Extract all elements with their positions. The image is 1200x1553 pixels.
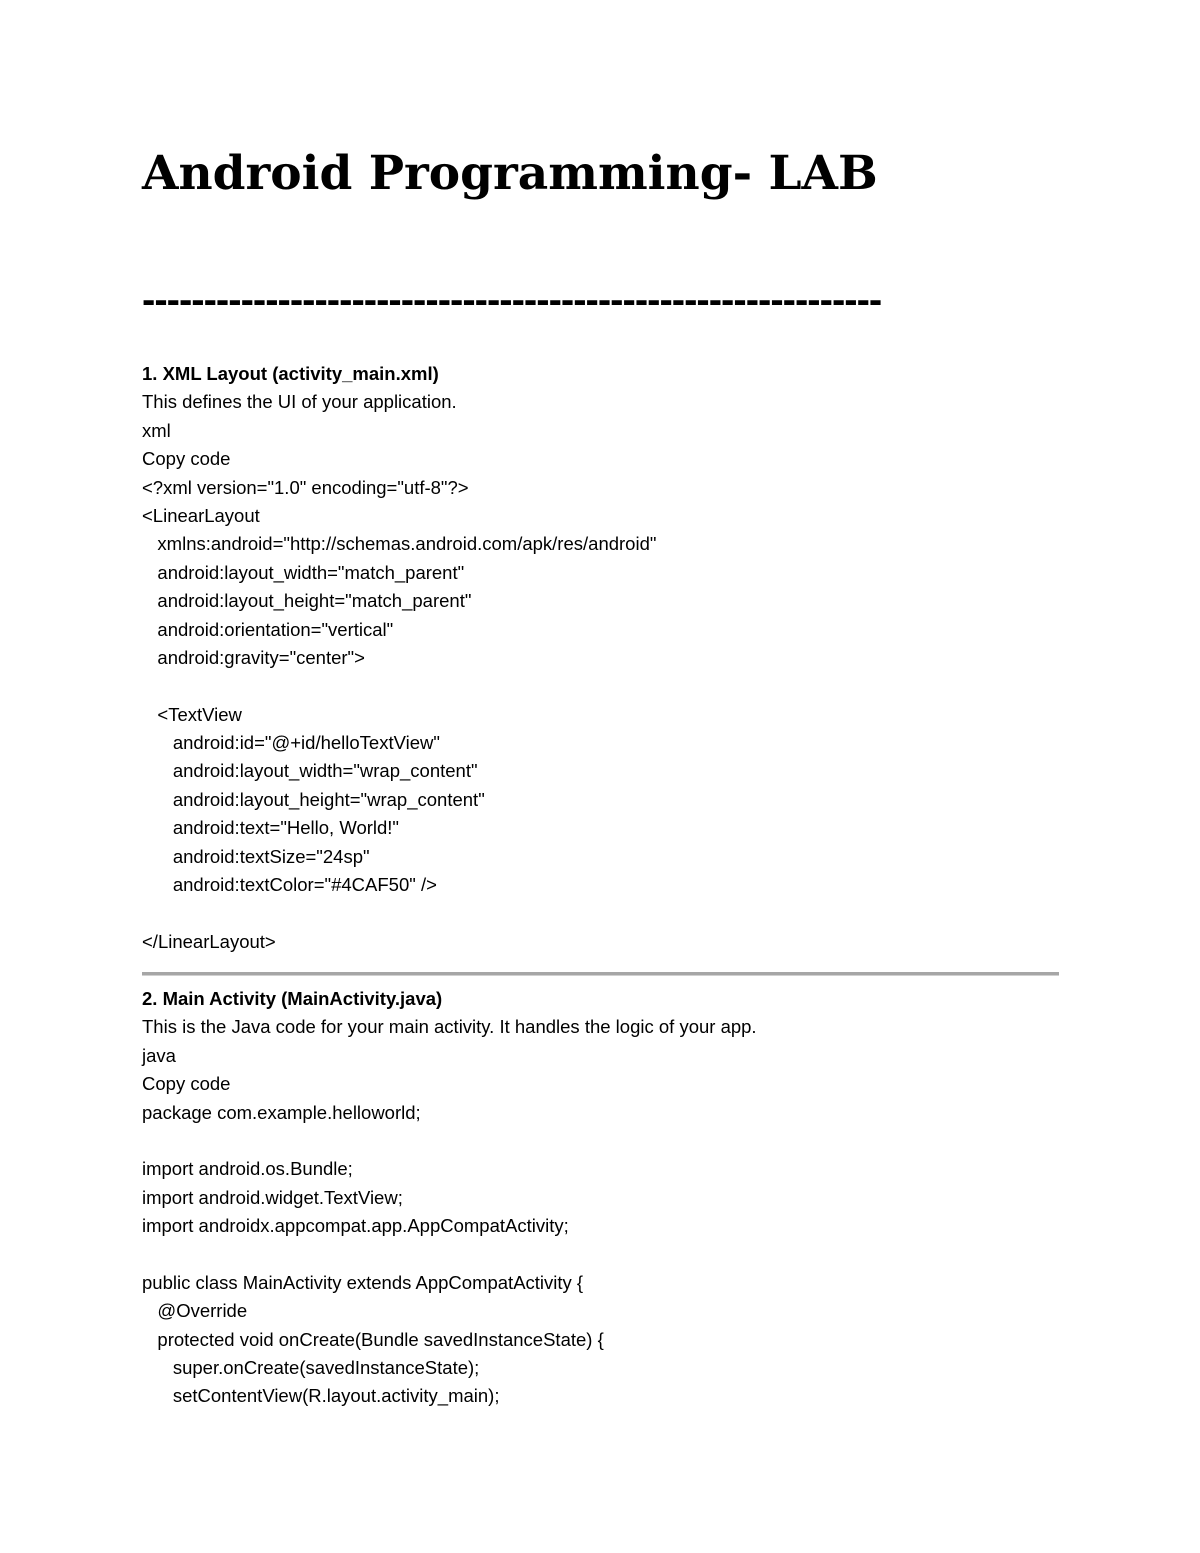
document-title: Android Programming- LAB <box>142 146 878 201</box>
code-line <box>142 899 1072 927</box>
code-language-label: xml <box>142 419 171 441</box>
code-line: </LinearLayout> <box>142 930 276 952</box>
code-block <box>142 1099 1072 1411</box>
code-line: android:layout_height="match_parent" <box>142 590 472 612</box>
section-description: This is the Java code for your main activity. It handles the logic of your app. <box>142 1016 757 1038</box>
dashed-separator: ------------------------------------------------------------ <box>142 278 882 322</box>
section-heading: 2. Main Activity (MainActivity.java) <box>142 988 443 1009</box>
code-line: import android.os.Bundle; <box>142 1158 353 1180</box>
code-line: android:text="Hello, World!" <box>142 817 400 839</box>
code-line: android:textSize="24sp" <box>142 845 370 867</box>
horizontal-rule <box>142 972 1059 976</box>
code-line <box>142 672 1072 700</box>
code-line: <?xml version="1.0" encoding="utf-8"?> <box>142 476 469 498</box>
code-line: protected void onCreate(Bundle savedInstanceState) { <box>142 1328 604 1350</box>
code-line: <TextView <box>142 703 242 725</box>
section-main-activity <box>142 985 1072 1411</box>
code-block <box>142 474 1072 957</box>
code-line: package com.example.helloworld; <box>142 1101 421 1123</box>
code-line: android:layout_height="wrap_content" <box>142 788 485 810</box>
code-line: android:textColor="#4CAF50" /> <box>142 874 437 896</box>
code-line: android:id="@+id/helloTextView" <box>142 732 440 754</box>
copy-code-button[interactable]: Copy code <box>142 1073 231 1095</box>
code-line <box>142 1241 1072 1269</box>
code-line: @Override <box>142 1300 248 1322</box>
code-line: public class MainActivity extends AppCompatActivity { <box>142 1271 584 1293</box>
copy-code-button[interactable]: Copy code <box>142 448 231 470</box>
code-line: xmlns:android="http://schemas.android.com/apk/res/android" <box>142 533 657 555</box>
code-line: <LinearLayout <box>142 504 260 526</box>
code-line: import android.widget.TextView; <box>142 1186 403 1208</box>
code-language-label: java <box>142 1044 176 1066</box>
code-line: super.onCreate(savedInstanceState); <box>142 1357 480 1379</box>
section-xml-layout <box>142 360 1072 956</box>
section-description: This defines the UI of your application. <box>142 391 457 413</box>
code-line: android:layout_width="wrap_content" <box>142 760 478 782</box>
code-line: setContentView(R.layout.activity_main); <box>142 1385 500 1407</box>
code-line: android:gravity="center"> <box>142 646 365 668</box>
code-line: import androidx.appcompat.app.AppCompatActivity; <box>142 1215 569 1237</box>
section-heading: 1. XML Layout (activity_main.xml) <box>142 363 439 384</box>
code-line <box>142 1127 1072 1155</box>
code-line: android:layout_width="match_parent" <box>142 561 465 583</box>
code-line: android:orientation="vertical" <box>142 618 394 640</box>
